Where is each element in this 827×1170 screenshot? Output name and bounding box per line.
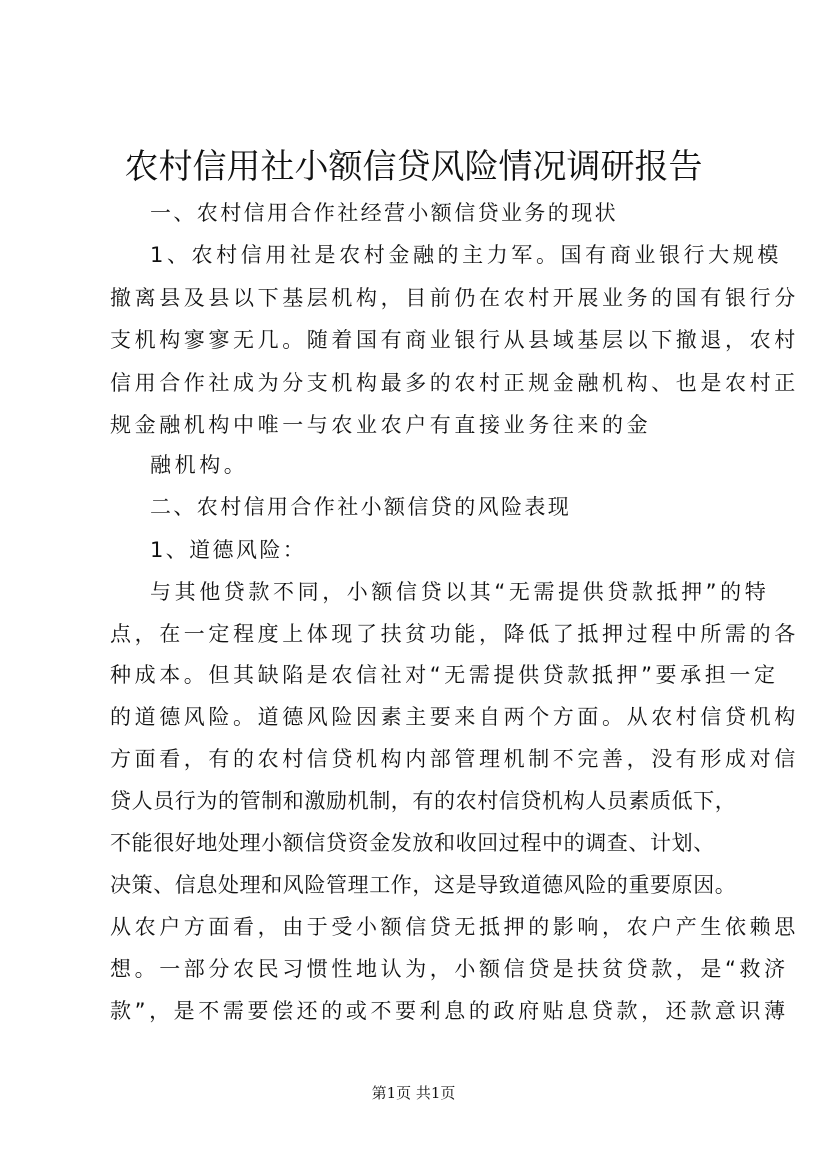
paragraph-line: 种成本。但其缺陷是农信社对“无需提供贷款抵押”要承担一定 <box>110 663 779 687</box>
paragraph-line: 信用合作社成为分支机构最多的农村正规金融机构、也是农村正 <box>110 371 799 395</box>
paragraph-line: 想。一部分农民习惯性地认为，小额信贷是扶贫贷款，是“救济 <box>110 957 789 981</box>
paragraph-line: 决策、信息处理和风险管理工作，这是导致道德风险的重要原因。 <box>110 873 737 897</box>
section-heading-2: 二、农村信用合作社小额信贷的风险表现 <box>150 495 572 519</box>
paragraph-line: 1、农村信用社是农村金融的主力军。国有商业银行大规模 <box>150 243 782 267</box>
paragraph-line: 贷人员行为的管制和激励机制，有的农村信贷机构人员素质低下， <box>110 789 737 813</box>
subsection-heading: 1、道德风险： <box>150 538 307 562</box>
paragraph-line: 从农户方面看，由于受小额信贷无抵押的影响，农户产生依赖思 <box>110 915 799 939</box>
paragraph-line: 不能很好地处理小额信贷资金发放和收回过程中的调查、计划、 <box>110 831 715 855</box>
paragraph-line: 款”，是不需要偿还的或不要利息的政府贴息贷款，还款意识薄 <box>110 999 789 1023</box>
paragraph-line: 规金融机构中唯一与农业农户有直接业务往来的金 <box>110 413 652 437</box>
paragraph-line: 的道德风险。道德风险因素主要来自两个方面。从农村信贷机构 <box>110 705 799 729</box>
section-heading-1: 一、农村信用合作社经营小额信贷业务的现状 <box>150 201 618 225</box>
document-title: 农村信用社小额信贷风险情况调研报告 <box>124 147 703 187</box>
page-footer: 第1页 共1页 <box>371 1084 456 1102</box>
paragraph-line: 与其他贷款不同，小额信贷以其“无需提供贷款抵押”的特 <box>150 580 770 604</box>
paragraph-line: 融机构。 <box>150 453 249 477</box>
paragraph-line: 撤离县及县以下基层机构，目前仍在农村开展业务的国有银行分 <box>110 286 799 310</box>
paragraph-line: 方面看，有的农村信贷机构内部管理机制不完善，没有形成对信 <box>110 747 799 771</box>
paragraph-line: 支机构寥寥无几。随着国有商业银行从县域基层以下撤退，农村 <box>110 328 799 352</box>
paragraph-line: 点，在一定程度上体现了扶贫功能，降低了抵押过程中所需的各 <box>110 622 799 646</box>
